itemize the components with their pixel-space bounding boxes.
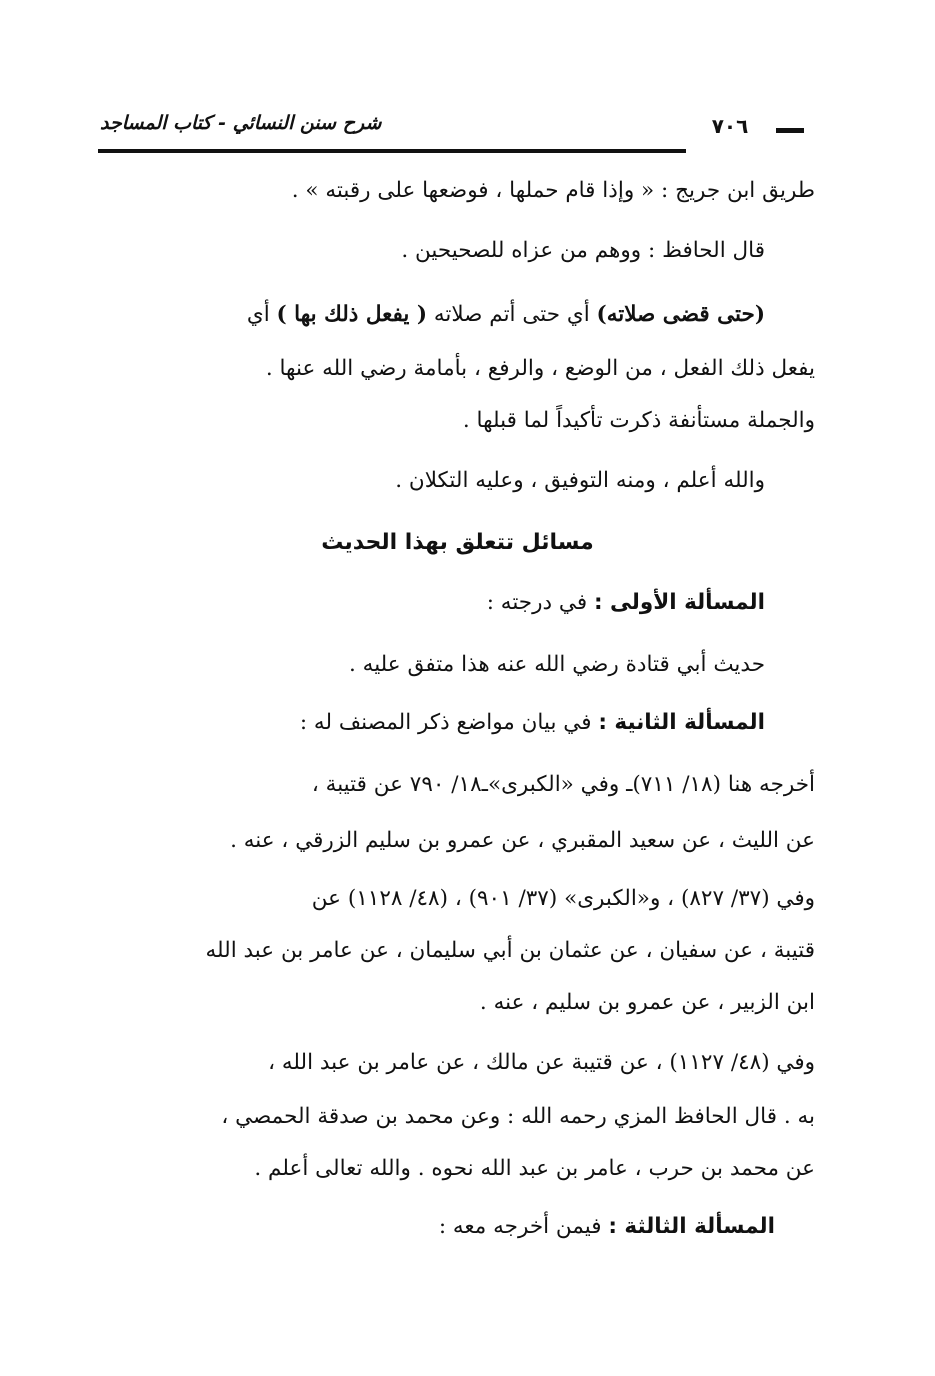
paragraph-line: وفي (٤٨/ ١١٢٧) ، عن قتيبة عن مالك ، عن عامر بن عبد الله ، — [268, 1050, 815, 1075]
issue-subtitle: في بيان مواضع ذكر المصنف له : — [299, 710, 599, 735]
paragraph-line: حديث أبي قتادة رضي الله عنه هذا متفق عليه . — [349, 652, 765, 677]
page-number: ٧٠٦ — [711, 114, 749, 138]
paragraph-line: قال الحافظ : ووهم من عزاه للصحيحين . — [401, 238, 765, 263]
paragraph-line: قتيبة ، عن سفيان ، عن عثمان بن أبي سليمان ، عن عامر بن عبد الله — [205, 938, 815, 963]
issue-heading-line — [100, 1212, 775, 1242]
paragraph-line: ابن الزبير ، عن عمرو بن سليم ، عنه . — [479, 990, 815, 1015]
header-dash — [776, 128, 804, 133]
paragraph-line: يفعل ذلك الفعل ، من الوضع ، والرفع ، بأمامة رضي الله عنها . — [265, 356, 815, 381]
paragraph-line: أخرجه هنا (١٨/ ٧١١)ـ وفي «الكبرى»ـ١٨/ ٧٩٠ عن قتيبة ، — [311, 772, 815, 797]
paragraph-line: والجملة مستأنفة ذكرت تأكيداً لما قبلها . — [462, 408, 815, 433]
issue-title: المسألة الثالثة : — [608, 1214, 775, 1239]
paragraph-text: أي حتى أتم صلاته — [427, 302, 597, 327]
paragraph-line: طريق ابن جريج : « وإذا قام حملها ، فوضعها على رقبته » . — [291, 178, 815, 203]
paragraph-line: عن محمد بن حرب ، عامر بن عبد الله نحوه . والله تعالى أعلم . — [254, 1156, 815, 1181]
issue-title: المسألة الثانية : — [598, 710, 765, 735]
running-header-title: شرح سنن النسائي - كتاب المساجد — [100, 112, 382, 134]
paragraph-text: أي — [246, 302, 277, 327]
paragraph-line: به . قال الحافظ المزي رحمه الله : وعن محمد بن صدقة الحمصي ، — [221, 1104, 815, 1129]
paragraph-line: والله أعلم ، ومنه التوفيق ، وعليه التكلان . — [395, 468, 765, 493]
paragraph-line — [100, 300, 765, 330]
header-rule — [98, 149, 686, 153]
issue-heading-line — [100, 708, 765, 738]
issue-subtitle: فيمن أخرجه معه : — [438, 1214, 609, 1239]
issue-subtitle: في درجته : — [486, 590, 594, 615]
paragraph-line: عن الليث ، عن سعيد المقبري ، عن عمرو بن سليم الزرقي ، عنه . — [230, 828, 815, 853]
quoted-phrase: ( يفعل ذلك بها ) — [276, 302, 427, 327]
issue-title: المسألة الأولى : — [593, 590, 765, 615]
paragraph-line: وفي (٣٧/ ٨٢٧) ، و«الكبرى» (٣٧/ ٩٠١) ، (٤٨/ ١١٢٨) عن — [311, 886, 815, 911]
issue-heading-line — [100, 588, 765, 618]
quoted-phrase: (حتى قضى صلاته) — [596, 302, 765, 327]
section-heading: مسائل تتعلق بهذا الحديث — [321, 530, 594, 555]
